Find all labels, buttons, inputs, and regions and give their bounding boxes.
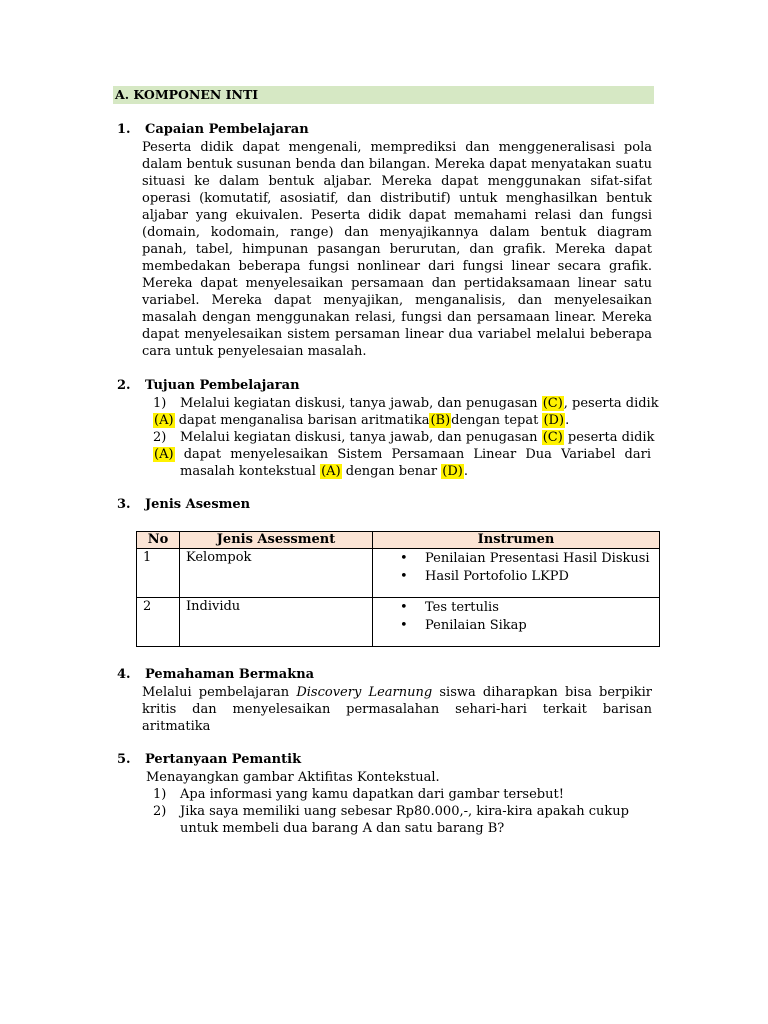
question-2-line-2: untuk membeli dua barang A dan satu barang B? <box>180 821 505 836</box>
text: peserta didik <box>567 430 655 445</box>
section-title: A. KOMPONEN INTI <box>113 86 654 104</box>
table-header-row <box>137 532 660 549</box>
list-item: • Tes tertulis <box>425 599 653 617</box>
table-row <box>137 549 660 598</box>
question-1-number: 1) <box>153 787 167 802</box>
highlight: (D) <box>442 464 463 479</box>
text: dengan tepat <box>451 413 539 428</box>
heading-title: Tujuan Pembelajaran <box>145 378 300 393</box>
text: . <box>565 413 570 428</box>
header-instrumen: Instrumen <box>373 532 660 549</box>
text: Melalui kegiatan diskusi, tanya jawab, dan penugasan <box>180 430 538 445</box>
cell-instrumen <box>373 598 660 647</box>
text: dengan benar <box>345 464 438 479</box>
pemantik-intro: Menayangkan gambar Aktifitas Kontekstual. <box>146 770 440 785</box>
italic-term: Discovery Learnung <box>296 685 433 700</box>
question-2-number: 2) <box>153 804 167 819</box>
cell-jenis: Individu <box>180 598 373 647</box>
assessment-table <box>136 531 660 647</box>
heading-title: Pemahaman Bermakna <box>145 667 315 682</box>
highlight: (A) <box>154 447 174 462</box>
highlight: (C) <box>542 430 563 445</box>
heading-number: 1. <box>117 122 131 137</box>
highlight: (A) <box>154 413 174 428</box>
question-1: Apa informasi yang kamu dapatkan dari gambar tersebut! <box>180 787 564 802</box>
tujuan-item-1-line-2 <box>153 412 569 429</box>
text: masalah kontekstual <box>180 464 316 479</box>
text: . <box>463 464 468 479</box>
heading-number: 3. <box>117 497 131 512</box>
cell-jenis: Kelompok <box>180 549 373 598</box>
cell-instrumen <box>373 549 660 598</box>
highlight: (A) <box>321 464 341 479</box>
highlight: (D) <box>543 413 565 428</box>
tujuan-item-2-line-1 <box>180 429 655 446</box>
tujuan-item-1-line-1 <box>180 395 659 412</box>
table-row <box>137 598 660 647</box>
tujuan-item-2-number: 2) <box>153 430 167 445</box>
tujuan-item-2-line-3 <box>180 463 468 480</box>
heading-number: 4. <box>117 667 131 682</box>
text: dapat menyelesaikan Sistem Persamaan Linear Dua Variabel dari <box>183 447 651 462</box>
text: Melalui kegiatan diskusi, tanya jawab, dan penugasan <box>180 396 538 411</box>
heading-title: Pertanyaan Pemantik <box>145 752 302 767</box>
instrument-list <box>379 599 653 635</box>
cell-no: 1 <box>137 549 180 598</box>
text: Melalui pembelajaran <box>142 685 290 700</box>
text: , peserta didik <box>563 396 659 411</box>
list-item: • Penilaian Sikap <box>425 617 653 635</box>
highlight: (B) <box>430 413 451 428</box>
cell-no: 2 <box>137 598 180 647</box>
heading-title: Jenis Asesmen <box>145 497 251 512</box>
tujuan-item-1-number: 1) <box>153 396 167 411</box>
list-item: • Hasil Portofolio LKPD <box>425 568 653 586</box>
text: siswa diharapkan bisa berpikir kritis dan menyelesaikan permasalahan sehari-hari terkait barisan aritmatika <box>142 685 652 734</box>
heading-number: 2. <box>117 378 131 393</box>
tujuan-item-2-line-2 <box>153 446 651 463</box>
heading-title: Capaian Pembelajaran <box>145 122 309 137</box>
list-item: • Penilaian Presentasi Hasil Diskusi <box>425 550 653 568</box>
header-jenis: Jenis Asessment <box>180 532 373 549</box>
pemahaman-paragraph <box>142 684 652 735</box>
header-no: No <box>137 532 180 549</box>
question-2-line-1: Jika saya memiliki uang sebesar Rp80.000,-, kira-kira apakah cukup <box>180 804 629 819</box>
instrument-list <box>379 550 653 586</box>
text: dapat menganalisa barisan aritmatika <box>178 413 430 428</box>
capaian-paragraph: Peserta didik dapat mengenali, memprediksi dan menggeneralisasi pola dalam bentuk susunan benda dan bilangan. Mereka dapat menyatakan suatu situasi ke dalam bentuk aljabar. Mereka dapat menggunakan sifat-sifat operasi (komutatif, asosiatif, dan distributif) untuk menghasilkan bentuk aljabar yang ekuivalen. Peserta didik dapat memahami relasi dan fungsi (domain, kodomain, range) dan menyajikannya dalam bentuk diagram panah, tabel, himpunan pasangan berurutan, dan grafik. Mereka dapat membedakan beberapa fungsi nonlinear dari fungsi linear secara grafik. Mereka dapat menyelesaikan persamaan dan pertidaksamaan linear satu variabel. Mereka dapat menyajikan, menganalisis, dan menyelesaikan masalah dengan menggunakan relasi, fungsi dan persamaan linear. Mereka dapat menyelesaikan sistem persaman linear dua variabel melalui beberapa cara untuk penyelesaian masalah. <box>142 140 652 359</box>
highlight: (C) <box>542 396 563 411</box>
heading-number: 5. <box>117 752 131 767</box>
